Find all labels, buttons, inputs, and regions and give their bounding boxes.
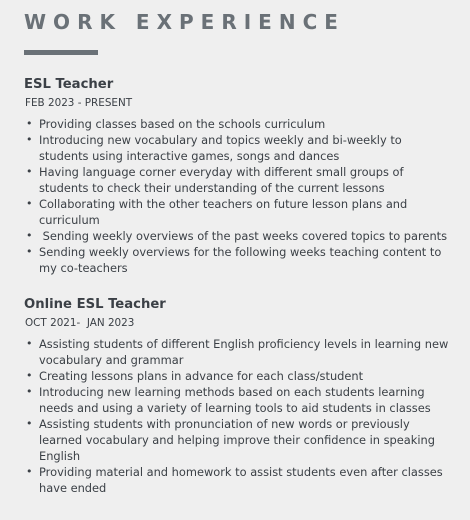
job-bullet: • Sending weekly overviews of the past weeks covered topics to parents [24,228,454,244]
job-bullet: • Introducing new learning methods based on each students learning needs and using a variety of learning tools to aid students in classes [24,384,454,416]
job-entry-online-esl-teacher [24,297,454,496]
job-bullet: • Creating lessons plans in advance for each class/student [24,368,454,384]
job-bullet: • Having language corner everyday with different small groups of students to check their understanding of the current lessons [24,164,454,196]
job-entry-esl-teacher [24,77,454,276]
job-title: ESL Teacher [24,77,114,92]
job-bullet-list [24,116,454,276]
job-title: Online ESL Teacher [24,297,166,312]
job-bullet: • Collaborating with the other teachers on future lesson plans and curriculum [24,196,454,228]
job-bullet: • Sending weekly overviews for the following weeks teaching content to my co-teachers [24,244,454,276]
job-bullet: • Providing classes based on the schools curriculum [24,116,454,132]
job-dates: OCT 2021- JAN 2023 [25,317,135,329]
job-bullet: • Introducing new vocabulary and topics weekly and bi-weekly to students using interactive games, songs and dances [24,132,454,164]
work-experience-heading: WORK EXPERIENCE [24,10,345,34]
job-bullet: • Assisting students with pronunciation of new words or previously learned vocabulary and helping improve their confidence in speaking English [24,416,454,464]
heading-underline-bar [24,50,98,55]
job-bullet: • Providing material and homework to assist students even after classes have ended [24,464,454,496]
job-bullet: • Assisting students of different English proficiency levels in learning new vocabulary and grammar [24,336,454,368]
job-bullet-list [24,336,454,496]
job-dates: FEB 2023 - PRESENT [25,97,133,109]
